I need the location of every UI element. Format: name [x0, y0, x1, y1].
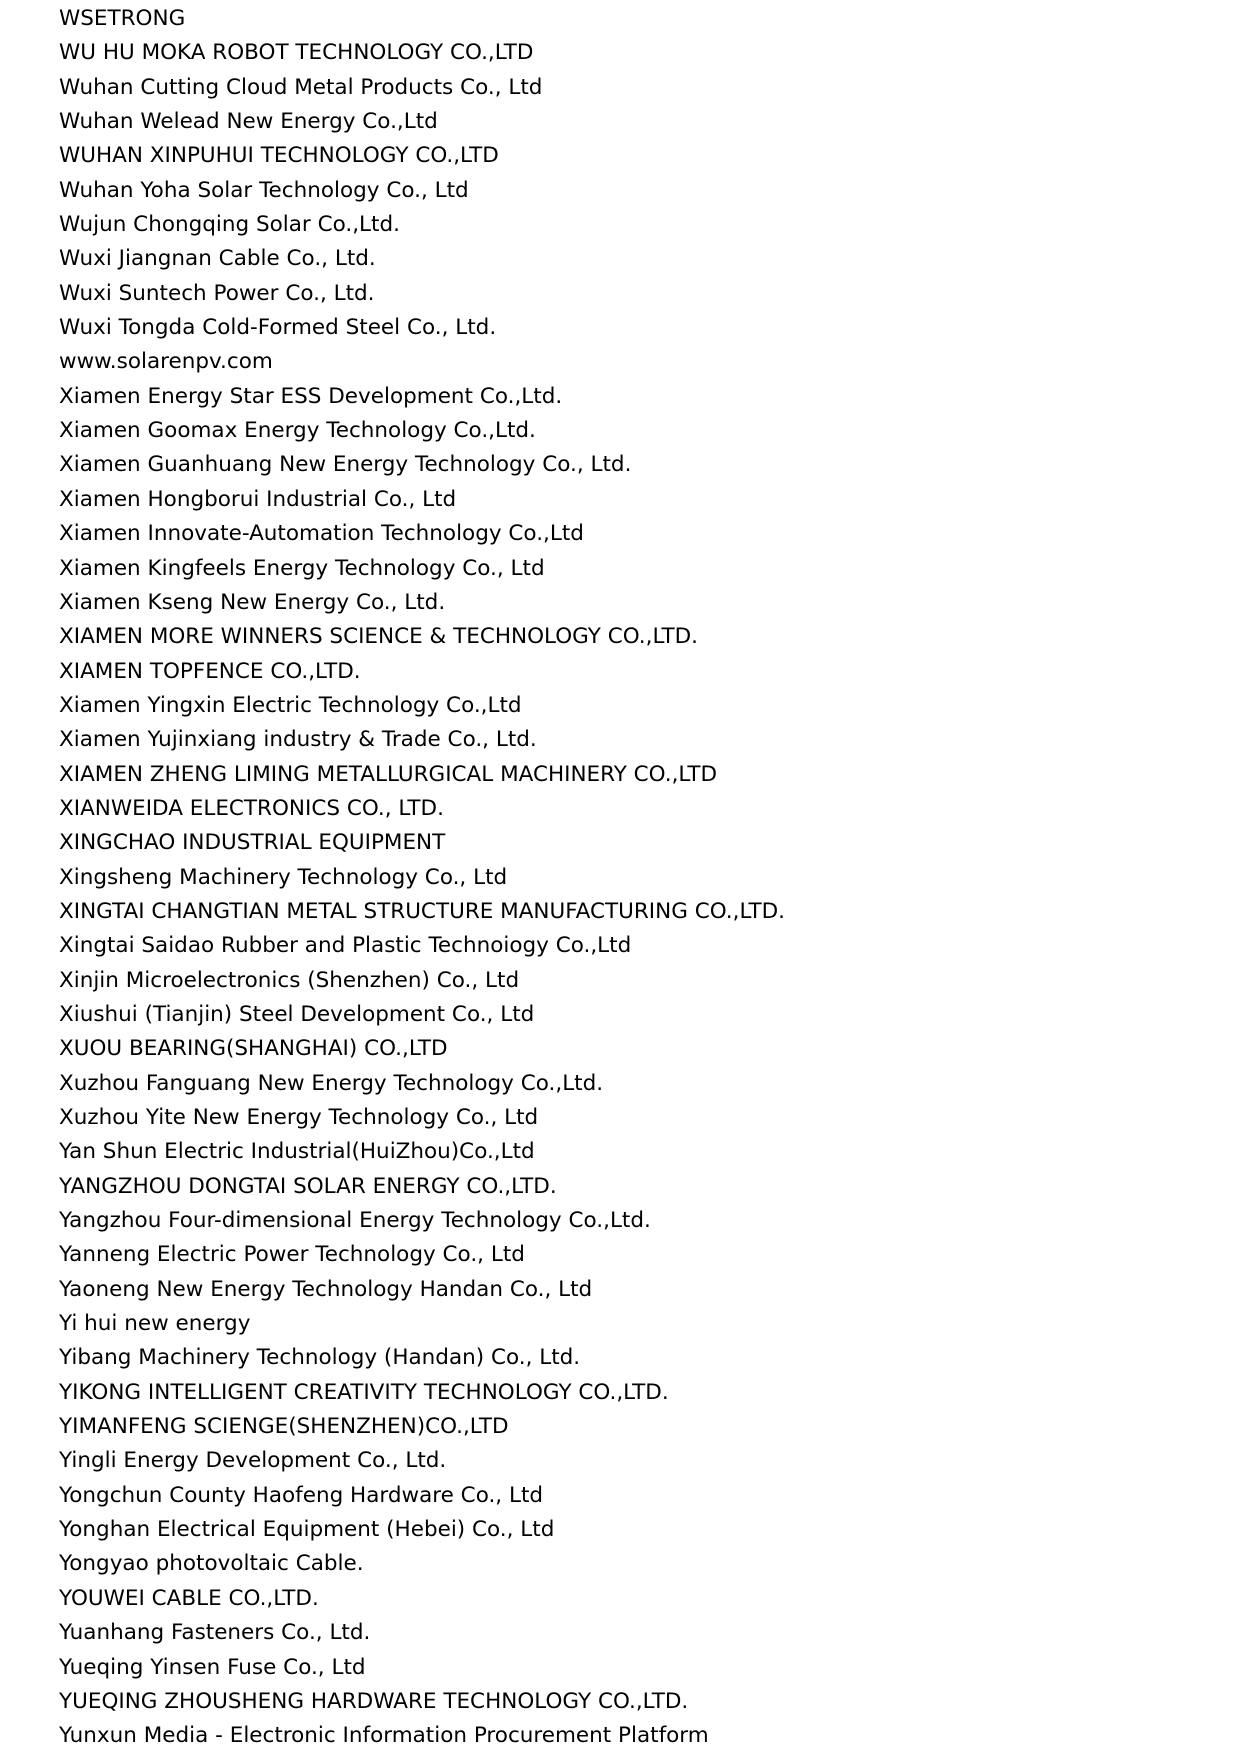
- list-item: Yuanhang Fasteners Co., Ltd.: [59, 1620, 371, 1646]
- list-item: Yanneng Electric Power Technology Co., Ltd: [59, 1242, 525, 1268]
- list-item: Yi hui new energy: [59, 1311, 251, 1337]
- list-item: Xiamen Kingfeels Energy Technology Co., Ltd: [59, 555, 545, 581]
- list-item: Yongyao photovoltaic Cable.: [59, 1551, 364, 1577]
- list-item: Wujun Chongqing Solar Co.,Ltd.: [59, 212, 400, 238]
- list-item: Yingli Energy Development Co., Ltd.: [59, 1448, 447, 1474]
- list-item: XUOU BEARING(SHANGHAI) CO.,LTD: [59, 1036, 448, 1062]
- list-item: WUHAN XINPUHUI TECHNOLOGY CO.,LTD: [59, 143, 499, 169]
- list-item: WSETRONG: [59, 6, 186, 31]
- list-item: Xiushui (Tianjin) Steel Development Co., Ltd: [59, 1001, 535, 1027]
- list-item: XINGCHAO INDUSTRIAL EQUIPMENT: [59, 830, 446, 856]
- list-item: Xingsheng Machinery Technology Co., Ltd: [59, 864, 508, 890]
- list-item: XIAMEN ZHENG LIMING METALLURGICAL MACHINERY CO.,LTD: [59, 761, 718, 787]
- list-item: XINGTAI CHANGTIAN METAL STRUCTURE MANUFACTURING CO.,LTD.: [59, 898, 785, 924]
- list-item: Xiamen Yujinxiang industry & Trade Co., Ltd.: [59, 727, 537, 753]
- list-item: Xinjin Microelectronics (Shenzhen) Co., Ltd: [59, 967, 520, 993]
- list-item: WU HU MOKA ROBOT TECHNOLOGY CO.,LTD: [59, 40, 534, 66]
- list-item: Wuxi Tongda Cold-Formed Steel Co., Ltd.: [59, 315, 497, 341]
- list-item: Xiamen Goomax Energy Technology Co.,Ltd.: [59, 418, 536, 444]
- list-item: Yonghan Electrical Equipment (Hebei) Co., Ltd: [59, 1517, 555, 1543]
- list-item: Xiamen Yingxin Electric Technology Co.,Ltd: [59, 692, 522, 718]
- list-item: Wuhan Yoha Solar Technology Co., Ltd: [59, 177, 469, 203]
- list-item: Xuzhou Yite New Energy Technology Co., Ltd: [59, 1105, 539, 1130]
- list-item: Xiamen Energy Star ESS Development Co.,Ltd.: [59, 383, 563, 409]
- list-item: www.solarenpv.com: [59, 349, 273, 375]
- list-item: Yongchun County Haofeng Hardware Co., Ltd: [59, 1482, 544, 1508]
- list-item: YUEQING ZHOUSHENG HARDWARE TECHNOLOGY CO.,LTD.: [59, 1688, 689, 1714]
- list-item: Wuxi Suntech Power Co., Ltd.: [59, 280, 375, 306]
- list-item: XIAMEN TOPFENCE CO.,LTD.: [59, 658, 361, 684]
- list-item: Wuhan Welead New Energy Co.,Ltd: [59, 109, 438, 135]
- list-item: XIANWEIDA ELECTRONICS CO., LTD.: [59, 795, 444, 821]
- list-item: Xuzhou Fanguang New Energy Technology Co.,Ltd.: [59, 1070, 604, 1096]
- list-item: YOUWEI CABLE CO.,LTD.: [59, 1585, 319, 1611]
- list-item: Yangzhou Four-dimensional Energy Technology Co.,Ltd.: [59, 1208, 651, 1234]
- list-item: Xiamen Kseng New Energy Co., Ltd.: [59, 589, 446, 615]
- list-item: XIAMEN MORE WINNERS SCIENCE & TECHNOLOGY CO.,LTD.: [59, 624, 698, 650]
- list-item: Xiamen Hongborui Industrial Co., Ltd: [59, 486, 457, 512]
- company-list: [59, 2, 1209, 1754]
- list-item: Xiamen Guanhuang New Energy Technology Co., Ltd.: [59, 452, 632, 478]
- list-item: YIKONG INTELLIGENT CREATIVITY TECHNOLOGY CO.,LTD.: [59, 1379, 669, 1405]
- list-item: Xingtai Saidao Rubber and Plastic Technoiogy Co.,Ltd: [59, 933, 632, 959]
- list-item: YANGZHOU DONGTAI SOLAR ENERGY CO.,LTD.: [59, 1173, 557, 1199]
- list-item: Yaoneng New Energy Technology Handan Co., Ltd: [59, 1276, 593, 1302]
- list-item: Yunxun Media - Electronic Information Procurement Platform: [59, 1723, 709, 1749]
- list-item: Wuxi Jiangnan Cable Co., Ltd.: [59, 246, 376, 272]
- list-item: Wuhan Cutting Cloud Metal Products Co., Ltd: [59, 74, 543, 100]
- list-item: YIMANFENG SCIENGE(SHENZHEN)CO.,LTD: [59, 1414, 509, 1440]
- list-item: Yan Shun Electric Industrial(HuiZhou)Co.,Ltd: [59, 1139, 535, 1165]
- list-item: Yibang Machinery Technology (Handan) Co., Ltd.: [59, 1345, 581, 1371]
- list-item: Xiamen Innovate-Automation Technology Co.,Ltd: [59, 521, 584, 547]
- list-item: Yueqing Yinsen Fuse Co., Ltd: [59, 1654, 366, 1680]
